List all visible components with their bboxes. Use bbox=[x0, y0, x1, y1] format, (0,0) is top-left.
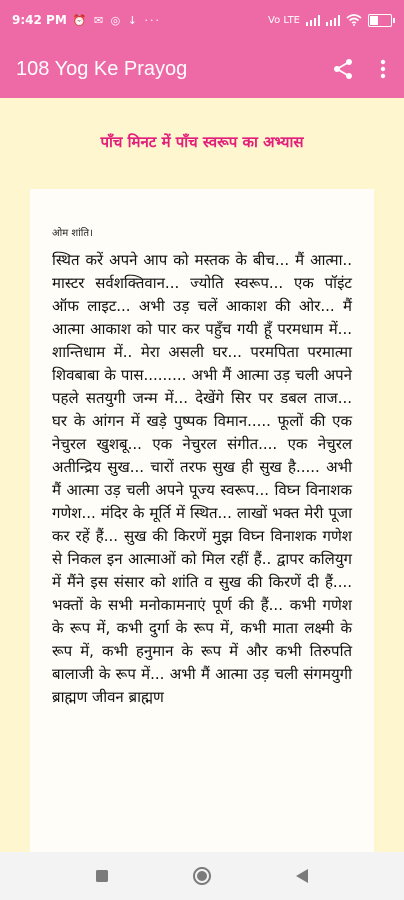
app-bar-actions bbox=[332, 58, 386, 80]
circle-icon bbox=[192, 866, 212, 886]
signal-icon-2 bbox=[326, 15, 340, 26]
more-vert-icon[interactable] bbox=[380, 59, 386, 79]
network-label: Vo LTE bbox=[268, 14, 300, 26]
back-button[interactable] bbox=[292, 866, 312, 886]
app-bar bbox=[0, 40, 404, 98]
body-text: स्थित करें अपने आप को मस्तक के बीच... मैं आत्मा.. मास्टर सर्वशक्तिवान... ज्योति स्वरूप... एक पॉइंट ऑफ लाइट... अभी उड़ चलें आकाश की ओर... मैं आत्मा आकाश को पार कर पहुँच गयी हूँ परमधाम में... शान्तिधाम में.. मेरा असली घर... परमपिता परमात्मा शिवबाबा के पास......... अभी मैं आत्मा उड़ चली अपने पहले सतयुगी जन्म में... देखेंगे सिर पर डबल ताज... घर के आंगन में खड़े पुष्पक विमान..... फूलों की एक नेचुरल खुशबू... एक नेचुरल संगीत.... एक नेचुरल अतीन्द्रिय सुख... चारों तरफ सुख ही सुख है..... अभी मैं आत्मा उड़ चली अपने पूज्य स्वरूप... विघ्न विनाशक गणेश... मंदिर के मूर्ति में स्थित... लाखों भक्त मेरी पूजा कर रहें हैं... सुख की किरणें मुझ विघ्न विनाशक गणेश से निकल इन आत्माओं को मिल रहीं हैं.. द्वापर कलियुग में मैंने इस संसार को शांति व सुख की किरणें दी हैं.... भक्तों के सभी मनोकामनाएं पूर्ण की हैं... कभी गणेश के रूप में, कभी दुर्गा के रूप में, कभी माता लक्ष्मी के रूप में, कभी हनुमान के रूप में और कभी तिरुपति बालाजी के रूप में... अभी मैं आत्मा उड़ चली संगमयुगी ब्राह्मण जीवन ब्राह्मण bbox=[52, 251, 352, 706]
status-time: 9:42 PM bbox=[12, 13, 67, 27]
greeting-text: ओम शांति। bbox=[52, 228, 93, 239]
triangle-back-icon bbox=[296, 869, 308, 883]
status-right bbox=[268, 14, 392, 27]
share-icon[interactable] bbox=[332, 58, 354, 80]
wifi-icon bbox=[346, 14, 362, 26]
signal-icon bbox=[306, 15, 320, 26]
system-nav-bar bbox=[0, 852, 404, 900]
app-title: 108 Yog Ke Prayog bbox=[16, 57, 188, 80]
status-bar bbox=[0, 0, 404, 40]
battery-icon bbox=[368, 14, 392, 27]
square-icon bbox=[96, 870, 108, 882]
notification-icons: ⏰ ✉ ◎ ↓ ··· bbox=[72, 13, 161, 27]
recents-button[interactable] bbox=[92, 866, 112, 886]
home-button[interactable] bbox=[192, 866, 212, 886]
content-card bbox=[30, 189, 374, 859]
page-heading: पाँच मिनट में पाँच स्वरूप का अभ्यास bbox=[100, 133, 304, 151]
